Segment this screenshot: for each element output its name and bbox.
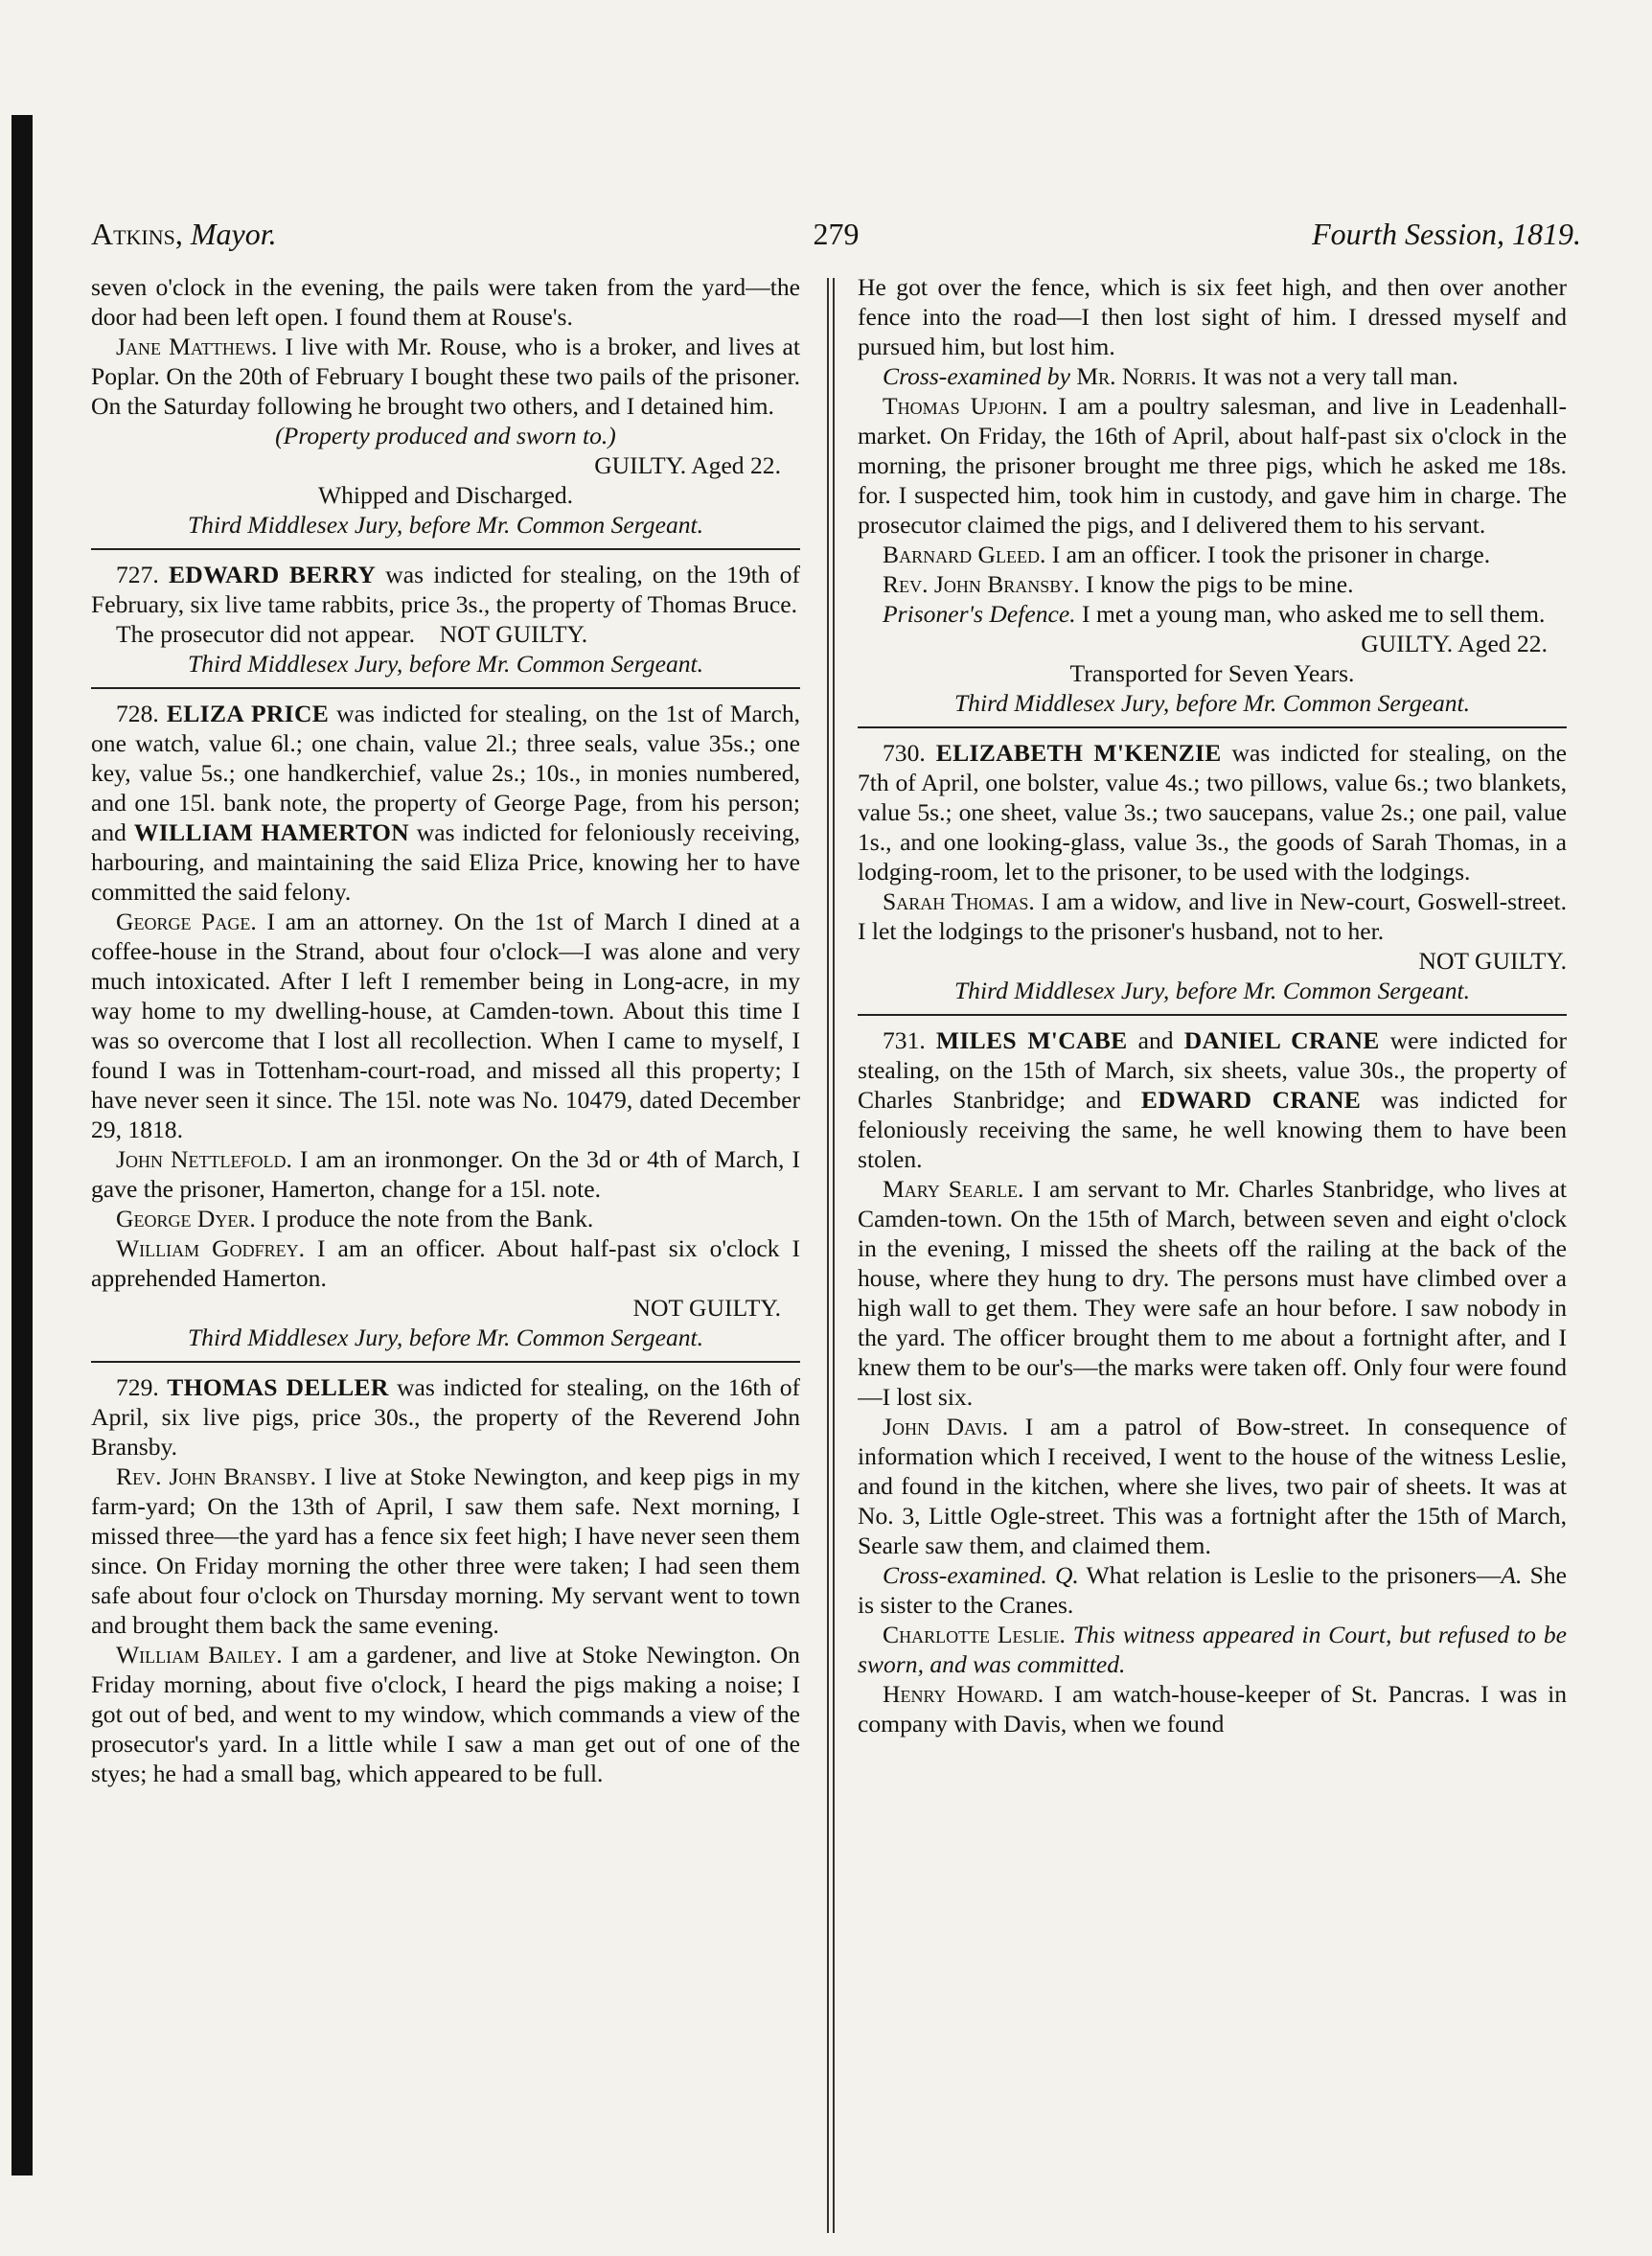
- testimony: John Nettlefold. I am an ironmonger. On the 3d or 4th of March, I gave the prisoner, Hamerton, change for a 15l. note.: [91, 1145, 800, 1203]
- case-divider: [91, 687, 800, 689]
- witness-name: Jane Matthews.: [116, 333, 278, 360]
- column-rule: [833, 278, 835, 2233]
- cross-examination: Cross-examined by Mr. Norris. It was not a very tall man.: [883, 362, 1458, 390]
- case-728: 728. ELIZA PRICE was indicted for stealing, on the 1st of March, one watch, value 6l.; one chain, value 2l.; three seals, value 35s.; one key, value 5s.; one handkerchief, value 2s.; 10s., in monies numbered, and one 15l. bank note, the property of George Page, from his person; and WILLIAM HAMERTON was indicted for feloniously receiving, harbouring, and maintaining the said Eliza Price, knowing her to have committed the said felony.: [91, 700, 800, 906]
- right-column: [858, 272, 1567, 2237]
- witness-name: Sarah Thomas.: [883, 887, 1035, 915]
- text-columns: [91, 272, 1581, 2237]
- witness-name: John Davis.: [883, 1413, 1009, 1440]
- defendant-name: ELIZA PRICE: [166, 700, 330, 727]
- case-divider: [91, 1361, 800, 1363]
- defendant-name: DANIEL CRANE: [1183, 1026, 1380, 1054]
- defendant-name: MILES M'CABE: [935, 1026, 1128, 1054]
- witness-name: George Dyer.: [116, 1205, 256, 1232]
- verdict: NOT GUILTY.: [1418, 947, 1567, 975]
- verdict: NOT GUILTY.: [632, 1294, 781, 1322]
- testimony: John Davis. I am a patrol of Bow-street. In consequence of information which I received, I went to the house of the witness Leslie, and found in the kitchen, where she lives, two pair of sheets. It was at No. 3, Little Ogle-street. This was a fortnight after the 15th of March, Searle saw them, and claimed them.: [858, 1413, 1567, 1559]
- testimony: Rev. John Bransby. I know the pigs to be mine.: [883, 570, 1354, 598]
- witness-name: Thomas Upjohn.: [883, 392, 1048, 420]
- case-divider: [858, 726, 1567, 728]
- paragraph: He got over the fence, which is six feet high, and then over another fence into the road—I then lost sight of him. I dressed myself and pursued him, but lost him.: [858, 273, 1567, 360]
- testimony: George Page. I am an attorney. On the 1st of March I dined at a coffee-house in the Strand, about four o'clock—I was alone and very much intoxicated. After I left I remember being in Long-acre, in my way home to my dwelling-house, at Camden-town. About this time I was so overcome that I lost all recollection. When I came to myself, I found I was in Tottenham-court-road, and missed all this property; I have never seen it since. The 15l. note was No. 10479, dated December 29, 1818.: [91, 908, 800, 1143]
- verdict: GUILTY. Aged 22.: [594, 451, 781, 479]
- witness-name: Mary Searle.: [883, 1175, 1024, 1203]
- verdict: NOT GUILTY.: [439, 620, 588, 648]
- case-731: 731. MILES M'CABE and DANIEL CRANE were indicted for stealing, on the 15th of March, six sheets, value 30s., the property of Charles Stanbridge; and EDWARD CRANE was indicted for feloniously receiving the same, he well knowing them to have been stolen.: [858, 1026, 1567, 1173]
- defendant-name: THOMAS DELLER: [167, 1373, 389, 1401]
- defence: Prisoner's Defence. I met a young man, who asked me to sell them.: [883, 600, 1546, 628]
- jury-line: Third Middlesex Jury, before Mr. Common Sergeant.: [953, 689, 1471, 717]
- testimony: Charlotte Leslie. This witness appeared in Court, but refused to be sworn, and was committed.: [858, 1621, 1567, 1678]
- testimony: William Godfrey. I am an officer. About half-past six o'clock I apprehended Hamerton.: [91, 1234, 800, 1292]
- jury-line: Third Middlesex Jury, before Mr. Common Sergeant.: [187, 650, 704, 678]
- column-rule: [827, 278, 829, 2233]
- witness-name: Rev. John Bransby.: [883, 570, 1080, 598]
- testimony: Sarah Thomas. I am a widow, and live in New-court, Goswell-street. I let the lodgings to the prisoner's husband, not to her.: [858, 887, 1567, 945]
- case-divider: [858, 1014, 1567, 1016]
- page: [91, 211, 1581, 1787]
- testimony: Henry Howard. I am watch-house-keeper of St. Pancras. I was in company with Davis, when we found: [858, 1680, 1567, 1738]
- counsel-name: Mr. Norris.: [1076, 362, 1197, 390]
- testimony: George Dyer. I produce the note from the Bank.: [116, 1205, 594, 1232]
- header-right: Fourth Session, 1819.: [1312, 217, 1581, 251]
- page-number: 279: [813, 217, 860, 251]
- header-left: Atkins, Mayor.: [91, 217, 277, 251]
- witness-name: John Nettlefold.: [116, 1145, 292, 1173]
- sentence: Whipped and Discharged.: [317, 481, 574, 509]
- testimony: Mary Searle. I am servant to Mr. Charles Stanbridge, who lives at Camden-town. On the 15th of March, between seven and eight o'clock in the evening, I missed the sheets off the railing at the back of the house, where they hung to dry. The persons must have climbed over a high wall to get them. They were safe an hour before. I saw nobody in the yard. The officer brought them to me about a fortnight after, and I knew them to be our's—the marks were taken off. Only four were found—I lost six.: [858, 1175, 1567, 1411]
- sentence: Transported for Seven Years.: [1069, 659, 1355, 687]
- jury-line: Third Middlesex Jury, before Mr. Common Sergeant.: [187, 511, 704, 539]
- testimony: Thomas Upjohn. I am a poultry salesman, and live in Leadenhall-market. On Friday, the 16th of April, about half-past six o'clock in the morning, the prisoner brought me three pigs, which he asked me 18s. for. I suspected him, took him in custody, and gave him in charge. The prosecutor claimed the pigs, and I delivered them to his servant.: [858, 392, 1567, 539]
- defendant-name: EDWARD CRANE: [1140, 1086, 1362, 1114]
- defendant-name: EDWARD BERRY: [168, 561, 377, 588]
- case-727: 727. EDWARD BERRY was indicted for stealing, on the 19th of February, six live tame rabbits, price 3s., the property of Thomas Bruce.: [91, 561, 800, 618]
- witness-name: George Page.: [116, 908, 257, 935]
- witness-name: Charlotte Leslie.: [883, 1621, 1066, 1648]
- testimony: Rev. John Bransby. I live at Stoke Newington, and keep pigs in my farm-yard; On the 13th of April, I saw them safe. Next morning, I missed three—the yard has a fence six feet high; I have never seen them since. On Friday morning the other three were taken; I had seen them safe about four o'clock on Thursday morning. My servant went to town and brought them back the same evening.: [91, 1462, 800, 1639]
- testimony: William Bailey. I am a gardener, and live at Stoke Newington. On Friday morning, about five o'clock, I heard the pigs making a noise; I got out of bed, and went to my window, which commands a view of the prosecutor's yard. In a little while I saw a man get out of one of the styes; he had a small bag, which appeared to be full.: [91, 1641, 800, 1787]
- verdict: GUILTY. Aged 22.: [1361, 630, 1548, 657]
- case-729: 729. THOMAS DELLER was indicted for stealing, on the 16th of April, six live pigs, price 30s., the property of the Reverend John Bransby.: [91, 1373, 800, 1461]
- running-head: [91, 211, 1581, 257]
- cross-examination: Cross-examined. Q. What relation is Leslie to the prisoners—A. She is sister to the Cranes.: [858, 1561, 1567, 1619]
- jury-line: Third Middlesex Jury, before Mr. Common Sergeant.: [187, 1324, 704, 1351]
- witness-name: William Godfrey.: [116, 1234, 306, 1262]
- left-column: [91, 272, 800, 2237]
- paragraph: The prosecutor did not appear. NOT GUILTY.: [116, 620, 588, 648]
- witness-name: Barnard Gleed.: [883, 541, 1046, 568]
- defendant-name: ELIZABETH M'KENZIE: [935, 739, 1222, 767]
- testimony: Jane Matthews. I live with Mr. Rouse, who is a broker, and lives at Poplar. On the 20th of February I bought these two pails of the prisoner. On the Saturday following he brought two others, and I detained him.: [91, 333, 800, 420]
- witness-name: Henry Howard.: [883, 1680, 1044, 1708]
- jury-line: Third Middlesex Jury, before Mr. Common Sergeant.: [953, 977, 1471, 1004]
- witness-name: William Bailey.: [116, 1641, 283, 1669]
- note: (Property produced and sworn to.): [275, 422, 616, 449]
- testimony: Barnard Gleed. I am an officer. I took the prisoner in charge.: [883, 541, 1491, 568]
- case-730: 730. ELIZABETH M'KENZIE was indicted for stealing, on the 7th of April, one bolster, value 4s.; two pillows, value 6s.; two blankets, value 5s.; one sheet, value 3s.; two saucepans, value 2s.; one pail, value 1s., and one looking-glass, value 3s., the goods of Sarah Thomas, in a lodging-room, let to the prisoner, to be used with the lodgings.: [858, 739, 1567, 886]
- witness-name: Rev. John Bransby.: [116, 1462, 317, 1490]
- paragraph: seven o'clock in the evening, the pails were taken from the yard—the door had been left open. I found them at Rouse's.: [91, 273, 800, 331]
- defendant-name: WILLIAM HAMERTON: [133, 818, 409, 846]
- case-divider: [91, 548, 800, 550]
- binding-shadow: [11, 115, 33, 2175]
